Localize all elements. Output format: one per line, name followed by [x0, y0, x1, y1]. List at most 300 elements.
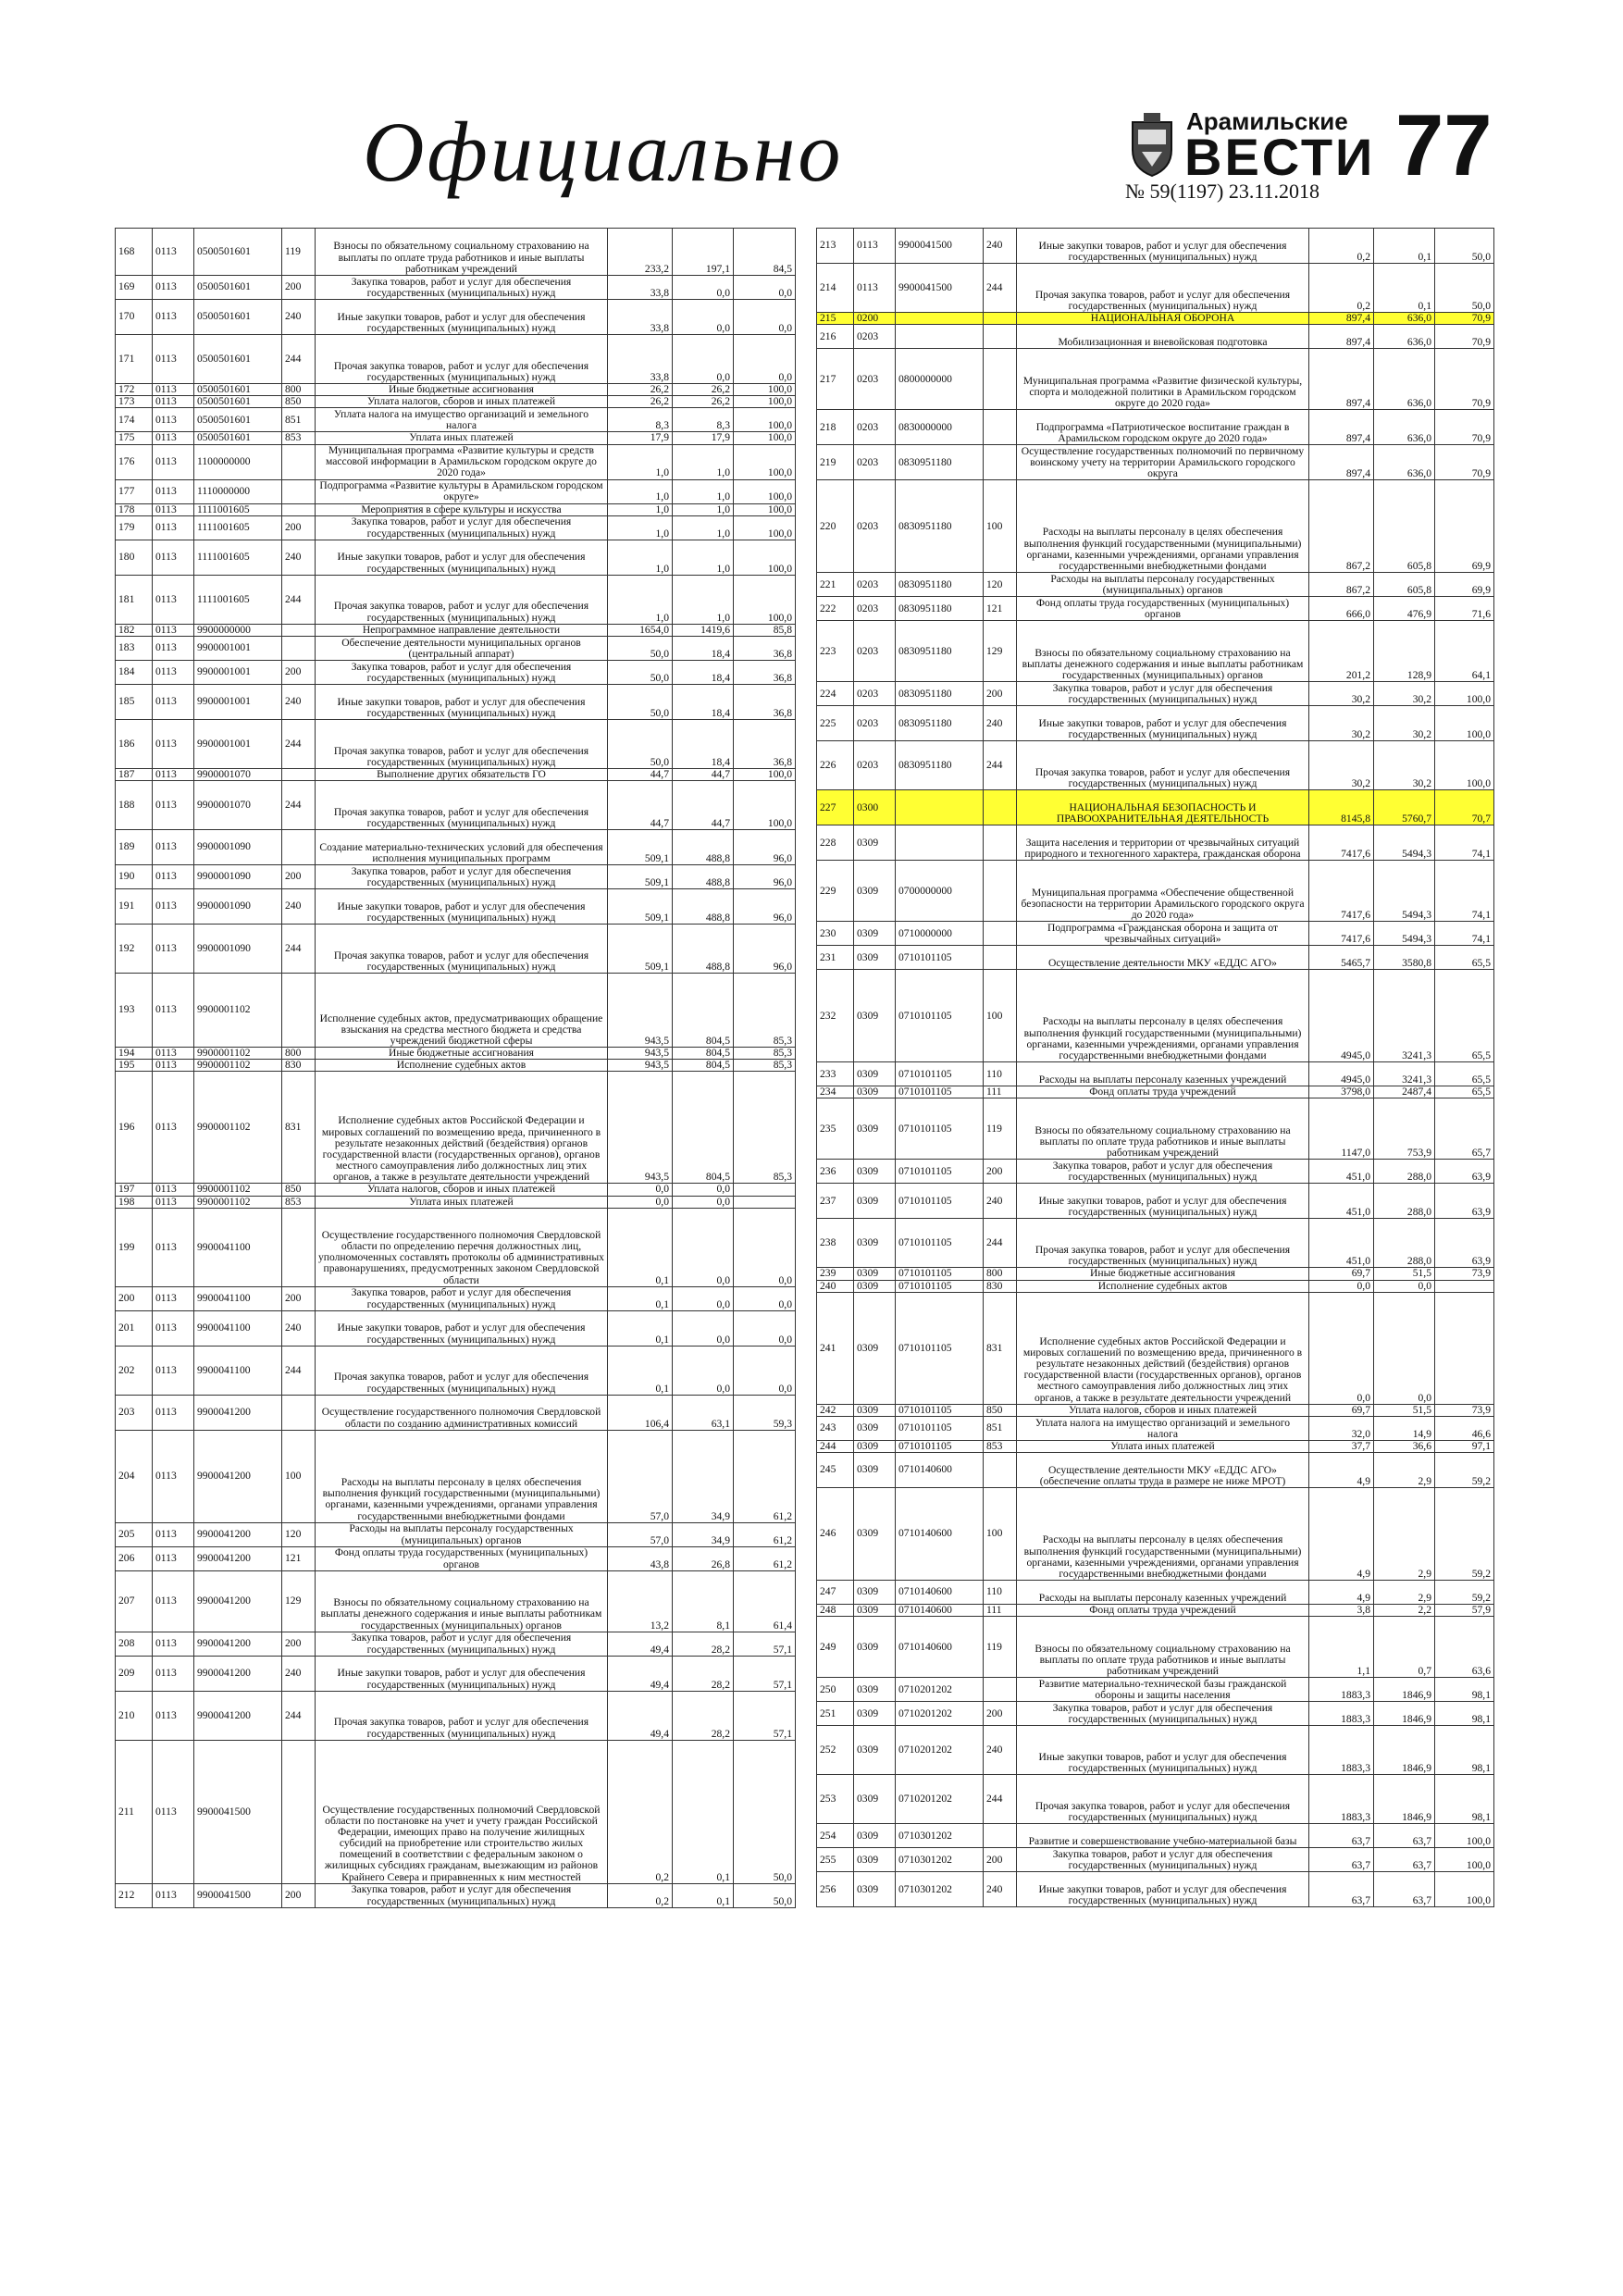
- planned-amount-cell: 26,2: [608, 384, 673, 396]
- actual-amount-cell: 28,2: [673, 1691, 734, 1740]
- row-number-cell: 173: [116, 396, 153, 408]
- actual-amount-cell: 3580,8: [1374, 946, 1435, 970]
- expense-name-cell: Расходы на выплаты персоналу в целях обеспечения выполнения функций государственными (муниципальными) органами, казенными учреждениями, органами управления государственными внебюджетными фондами: [1017, 480, 1309, 573]
- expense-type-code-cell: 244: [984, 1775, 1017, 1824]
- target-article-code-cell: [896, 325, 984, 349]
- expense-type-code-cell: 100: [984, 970, 1017, 1062]
- actual-amount-cell: 128,9: [1374, 621, 1435, 682]
- section-code-cell: 0309: [854, 1268, 896, 1280]
- row-number-cell: 199: [116, 1208, 153, 1286]
- section-code-cell: 0113: [153, 889, 194, 925]
- planned-amount-cell: 0,0: [608, 1196, 673, 1208]
- actual-amount-cell: 26,2: [673, 384, 734, 396]
- row-number-cell: 170: [116, 300, 153, 335]
- table-row: [817, 825, 1494, 861]
- table-row: [116, 1883, 796, 1907]
- target-article-code-cell: 0700000000: [896, 861, 984, 922]
- expense-name-cell: Иные закупки товаров, работ и услуг для обеспечения государственных (муниципальных) нужд: [316, 1656, 608, 1691]
- table-row-highlighted: [817, 313, 1494, 325]
- planned-amount-cell: 0,1: [608, 1310, 673, 1346]
- row-number-cell: 184: [116, 660, 153, 684]
- planned-amount-cell: 1654,0: [608, 624, 673, 636]
- section-code-cell: 0113: [153, 1546, 194, 1570]
- execution-percent-cell: 100,0: [734, 479, 796, 503]
- expense-name-cell: Уплата иных платежей: [316, 1196, 608, 1208]
- planned-amount-cell: 897,4: [1309, 445, 1374, 480]
- expense-name-cell: Уплата налогов, сборов и иных платежей: [316, 396, 608, 408]
- target-article-code-cell: 9900041200: [194, 1546, 282, 1570]
- section-code-cell: 0309: [854, 1416, 896, 1440]
- table-row: [116, 1060, 796, 1072]
- section-code-cell: 0113: [153, 1430, 194, 1522]
- actual-amount-cell: 753,9: [1374, 1098, 1435, 1160]
- execution-percent-cell: [1435, 1280, 1494, 1292]
- execution-percent-cell: 64,1: [1435, 621, 1494, 682]
- target-article-code-cell: 0800000000: [896, 349, 984, 410]
- table-row: [817, 1488, 1494, 1581]
- actual-amount-cell: 8,1: [673, 1570, 734, 1632]
- expense-type-code-cell: 830: [282, 1060, 316, 1072]
- execution-percent-cell: 70,9: [1435, 349, 1494, 410]
- planned-amount-cell: 0,1: [608, 1208, 673, 1286]
- execution-percent-cell: 84,5: [734, 229, 796, 276]
- planned-amount-cell: 30,2: [1309, 741, 1374, 790]
- planned-amount-cell: 451,0: [1309, 1184, 1374, 1219]
- table-row: [116, 1208, 796, 1286]
- row-number-cell: 227: [817, 790, 854, 825]
- section-code-cell: 0309: [854, 1062, 896, 1086]
- actual-amount-cell: 5760,7: [1374, 790, 1435, 825]
- table-row: [817, 1581, 1494, 1605]
- section-code-cell: 0203: [854, 621, 896, 682]
- expense-name-cell: Обеспечение деятельности муниципальных органов (центральный аппарат): [316, 636, 608, 660]
- target-article-code-cell: 0710101105: [896, 1160, 984, 1184]
- expense-type-code-cell: [282, 1208, 316, 1286]
- expense-type-code-cell: 831: [984, 1292, 1017, 1404]
- row-number-cell: 187: [116, 768, 153, 780]
- target-article-code-cell: 9900001090: [194, 830, 282, 865]
- actual-amount-cell: 2,9: [1374, 1581, 1435, 1605]
- section-code-cell: 0309: [854, 1726, 896, 1775]
- target-article-code-cell: 9900041200: [194, 1570, 282, 1632]
- section-code-cell: 0309: [854, 1280, 896, 1292]
- actual-amount-cell: 51,5: [1374, 1268, 1435, 1280]
- target-article-code-cell: 9900000000: [194, 624, 282, 636]
- table-row: [817, 1098, 1494, 1160]
- expense-type-code-cell: 119: [984, 1098, 1017, 1160]
- actual-amount-cell: 30,2: [1374, 741, 1435, 790]
- expense-name-cell: Прочая закупка товаров, работ и услуг для обеспечения государственных (муниципальных) нужд: [316, 335, 608, 384]
- execution-percent-cell: 50,0: [1435, 264, 1494, 313]
- table-row: [116, 1522, 796, 1546]
- section-code-cell: 0113: [153, 1656, 194, 1691]
- table-row: [817, 1184, 1494, 1219]
- target-article-code-cell: 0710201202: [896, 1678, 984, 1702]
- expense-name-cell: Иные закупки товаров, работ и услуг для обеспечения государственных (муниципальных) нужд: [316, 300, 608, 335]
- expense-name-cell: Иные закупки товаров, работ и услуг для обеспечения государственных (муниципальных) нужд: [316, 889, 608, 925]
- row-number-cell: 212: [116, 1883, 153, 1907]
- table-row: [116, 408, 796, 432]
- table-row: [116, 1346, 796, 1395]
- section-code-cell: 0113: [153, 1196, 194, 1208]
- actual-amount-cell: 0,0: [673, 300, 734, 335]
- expense-type-code-cell: 119: [984, 1617, 1017, 1678]
- target-article-code-cell: 0500501601: [194, 408, 282, 432]
- section-code-cell: 0113: [153, 503, 194, 515]
- table-row: [817, 1678, 1494, 1702]
- expense-name-cell: Осуществление государственных полномочий по первичному воинскому учету на территории Арамильского городского округа: [1017, 445, 1309, 480]
- execution-percent-cell: 100,0: [1435, 706, 1494, 741]
- planned-amount-cell: 7417,6: [1309, 922, 1374, 946]
- expense-type-code-cell: 200: [984, 1848, 1017, 1872]
- execution-percent-cell: 100,0: [734, 515, 796, 540]
- actual-amount-cell: 0,0: [673, 1286, 734, 1310]
- expense-name-cell: Уплата налога на имущество организаций и земельного налога: [1017, 1416, 1309, 1440]
- target-article-code-cell: 9900001090: [194, 865, 282, 889]
- section-code-cell: 0113: [153, 384, 194, 396]
- expense-name-cell: Уплата иных платежей: [1017, 1440, 1309, 1452]
- actual-amount-cell: 636,0: [1374, 325, 1435, 349]
- row-number-cell: 206: [116, 1546, 153, 1570]
- actual-amount-cell: 28,2: [673, 1656, 734, 1691]
- expense-type-code-cell: 120: [984, 573, 1017, 597]
- execution-percent-cell: 100,0: [734, 396, 796, 408]
- target-article-code-cell: [896, 825, 984, 861]
- table-row: [817, 410, 1494, 445]
- expense-name-cell: Фонд оплаты труда учреждений: [1017, 1605, 1309, 1617]
- expense-type-code-cell: [984, 1453, 1017, 1488]
- table-row: [817, 741, 1494, 790]
- expense-name-cell: Защита населения и территории от чрезвычайных ситуаций природного и техногенного характера, гражданская оборона: [1017, 825, 1309, 861]
- table-row: [817, 1617, 1494, 1678]
- execution-percent-cell: 100,0: [1435, 1872, 1494, 1907]
- target-article-code-cell: 0710101105: [896, 1416, 984, 1440]
- expense-type-code-cell: 240: [984, 1184, 1017, 1219]
- target-article-code-cell: 1100000000: [194, 444, 282, 479]
- target-article-code-cell: 9900041100: [194, 1208, 282, 1286]
- target-article-code-cell: 9900001001: [194, 684, 282, 719]
- planned-amount-cell: 7417,6: [1309, 825, 1374, 861]
- target-article-code-cell: 9900041200: [194, 1632, 282, 1656]
- target-article-code-cell: 1111001605: [194, 503, 282, 515]
- section-code-cell: 0203: [854, 682, 896, 706]
- section-code-cell: 0113: [153, 276, 194, 300]
- table-row: [817, 349, 1494, 410]
- row-number-cell: 181: [116, 575, 153, 624]
- planned-amount-cell: 50,0: [608, 660, 673, 684]
- actual-amount-cell: 1846,9: [1374, 1726, 1435, 1775]
- table-row: [817, 1605, 1494, 1617]
- target-article-code-cell: 0500501601: [194, 229, 282, 276]
- actual-amount-cell: 804,5: [673, 1060, 734, 1072]
- execution-percent-cell: 70,9: [1435, 410, 1494, 445]
- target-article-code-cell: 9900041200: [194, 1430, 282, 1522]
- expense-type-code-cell: 244: [984, 1219, 1017, 1268]
- execution-percent-cell: 63,9: [1435, 1219, 1494, 1268]
- target-article-code-cell: 0500501601: [194, 432, 282, 444]
- expense-name-cell: Муниципальная программа «Обеспечение общественной безопасности на территории Арамильского городского округа до 2020 года»: [1017, 861, 1309, 922]
- section-code-cell: 0113: [153, 408, 194, 432]
- expense-name-cell: Уплата налога на имущество организаций и земельного налога: [316, 408, 608, 432]
- expense-name-cell: Закупка товаров, работ и услуг для обеспечения государственных (муниципальных) нужд: [1017, 1702, 1309, 1726]
- execution-percent-cell: 61,2: [734, 1430, 796, 1522]
- row-number-cell: 215: [817, 313, 854, 325]
- execution-percent-cell: 65,7: [1435, 1098, 1494, 1160]
- actual-amount-cell: 0,0: [1374, 1280, 1435, 1292]
- target-article-code-cell: 9900041500: [194, 1883, 282, 1907]
- execution-percent-cell: 100,0: [734, 384, 796, 396]
- actual-amount-cell: 0,1: [1374, 264, 1435, 313]
- table-row: [116, 636, 796, 660]
- expense-name-cell: Выполнение других обязательств ГО: [316, 768, 608, 780]
- execution-percent-cell: 0,0: [734, 300, 796, 335]
- planned-amount-cell: 867,2: [1309, 573, 1374, 597]
- target-article-code-cell: 0710301202: [896, 1848, 984, 1872]
- section-code-cell: 0309: [854, 1848, 896, 1872]
- actual-amount-cell: 804,5: [673, 974, 734, 1048]
- target-article-code-cell: 9900041500: [896, 264, 984, 313]
- actual-amount-cell: 63,7: [1374, 1848, 1435, 1872]
- section-code-cell: 0113: [153, 479, 194, 503]
- execution-percent-cell: 100,0: [1435, 741, 1494, 790]
- execution-percent-cell: 96,0: [734, 925, 796, 974]
- actual-amount-cell: 636,0: [1374, 313, 1435, 325]
- expense-name-cell: Закупка товаров, работ и услуг для обеспечения государственных (муниципальных) нужд: [316, 276, 608, 300]
- expense-type-code-cell: [282, 830, 316, 865]
- planned-amount-cell: 49,4: [608, 1691, 673, 1740]
- section-code-cell: 0309: [854, 825, 896, 861]
- target-article-code-cell: 0710201202: [896, 1702, 984, 1726]
- table-row: [817, 480, 1494, 573]
- execution-percent-cell: 100,0: [734, 444, 796, 479]
- row-number-cell: 194: [116, 1048, 153, 1060]
- table-row: [817, 1872, 1494, 1907]
- row-number-cell: 237: [817, 1184, 854, 1219]
- expense-type-code-cell: 240: [282, 300, 316, 335]
- expense-name-cell: Расходы на выплаты персоналу казенных учреждений: [1017, 1581, 1309, 1605]
- expense-name-cell: Расходы на выплаты персоналу в целях обеспечения выполнения функций государственными (муниципальными) органами, казенными учреждениями, органами управления государственными внебюджетными фондами: [316, 1430, 608, 1522]
- section-code-cell: 0113: [153, 768, 194, 780]
- planned-amount-cell: 509,1: [608, 830, 673, 865]
- actual-amount-cell: 636,0: [1374, 410, 1435, 445]
- row-number-cell: 183: [116, 636, 153, 660]
- actual-amount-cell: 8,3: [673, 408, 734, 432]
- actual-amount-cell: 0,1: [673, 1883, 734, 1907]
- target-article-code-cell: 9900001070: [194, 768, 282, 780]
- planned-amount-cell: 0,0: [608, 1184, 673, 1196]
- actual-amount-cell: 1,0: [673, 540, 734, 575]
- expense-type-code-cell: 244: [282, 575, 316, 624]
- row-number-cell: 232: [817, 970, 854, 1062]
- expense-name-cell: Закупка товаров, работ и услуг для обеспечения государственных (муниципальных) нужд: [316, 660, 608, 684]
- section-code-cell: 0113: [153, 575, 194, 624]
- target-article-code-cell: 9900001090: [194, 925, 282, 974]
- table-row: [817, 1404, 1494, 1416]
- expense-name-cell: Иные бюджетные ассигнования: [316, 1048, 608, 1060]
- table-row: [116, 229, 796, 276]
- expense-type-code-cell: 853: [282, 432, 316, 444]
- expense-type-code-cell: 244: [282, 719, 316, 768]
- expense-type-code-cell: 853: [282, 1196, 316, 1208]
- section-code-cell: 0309: [854, 1404, 896, 1416]
- planned-amount-cell: 17,9: [608, 432, 673, 444]
- section-code-cell: 0113: [153, 1072, 194, 1184]
- execution-percent-cell: 70,9: [1435, 325, 1494, 349]
- table-row: [116, 432, 796, 444]
- planned-amount-cell: 63,7: [1309, 1824, 1374, 1848]
- actual-amount-cell: 0,7: [1374, 1617, 1435, 1678]
- target-article-code-cell: 0710101105: [896, 1268, 984, 1280]
- table-row: [817, 1702, 1494, 1726]
- actual-amount-cell: 5494,3: [1374, 825, 1435, 861]
- execution-percent-cell: 100,0: [734, 408, 796, 432]
- execution-percent-cell: 61,2: [734, 1546, 796, 1570]
- expense-type-code-cell: 800: [984, 1268, 1017, 1280]
- planned-amount-cell: 1,0: [608, 515, 673, 540]
- actual-amount-cell: 488,8: [673, 889, 734, 925]
- planned-amount-cell: 1883,3: [1309, 1678, 1374, 1702]
- actual-amount-cell: 1,0: [673, 575, 734, 624]
- issue-number: № 59(1197) 23.11.2018: [1125, 180, 1320, 203]
- execution-percent-cell: 59,2: [1435, 1488, 1494, 1581]
- expense-type-code-cell: 244: [282, 1346, 316, 1395]
- expense-name-cell: Прочая закупка товаров, работ и услуг для обеспечения государственных (муниципальных) нужд: [1017, 264, 1309, 313]
- expense-name-cell: Закупка товаров, работ и услуг для обеспечения государственных (муниципальных) нужд: [1017, 1160, 1309, 1184]
- execution-percent-cell: 100,0: [734, 503, 796, 515]
- table-row: [116, 444, 796, 479]
- expense-name-cell: Муниципальная программа «Развитие культуры и средств массовой информации в Арамильском городском округе до 2020 года»: [316, 444, 608, 479]
- execution-percent-cell: 65,5: [1435, 1062, 1494, 1086]
- table-row: [116, 1430, 796, 1522]
- row-number-cell: 246: [817, 1488, 854, 1581]
- table-row: [116, 925, 796, 974]
- expense-type-code-cell: [282, 624, 316, 636]
- execution-percent-cell: 50,0: [1435, 229, 1494, 264]
- execution-percent-cell: 59,2: [1435, 1453, 1494, 1488]
- section-code-cell: 0113: [153, 684, 194, 719]
- section-code-cell: 0309: [854, 1605, 896, 1617]
- expense-type-code-cell: 121: [984, 597, 1017, 621]
- section-code-cell: 0309: [854, 946, 896, 970]
- row-number-cell: 233: [817, 1062, 854, 1086]
- planned-amount-cell: 8,3: [608, 408, 673, 432]
- planned-amount-cell: 1,0: [608, 540, 673, 575]
- expense-type-code-cell: [984, 325, 1017, 349]
- table-row: [817, 861, 1494, 922]
- table-row: [116, 1310, 796, 1346]
- row-number-cell: 196: [116, 1072, 153, 1184]
- target-article-code-cell: 0710140600: [896, 1488, 984, 1581]
- section-code-cell: 0309: [854, 861, 896, 922]
- actual-amount-cell: 30,2: [1374, 706, 1435, 741]
- row-number-cell: 231: [817, 946, 854, 970]
- row-number-cell: 169: [116, 276, 153, 300]
- row-number-cell: 214: [817, 264, 854, 313]
- section-code-cell: 0113: [153, 1395, 194, 1430]
- expense-type-code-cell: [984, 410, 1017, 445]
- table-row: [116, 1546, 796, 1570]
- target-article-code-cell: 9900041100: [194, 1346, 282, 1395]
- table-row: [817, 445, 1494, 480]
- expense-type-code-cell: 240: [984, 229, 1017, 264]
- actual-amount-cell: 1,0: [673, 479, 734, 503]
- section-title: Официально: [363, 105, 844, 199]
- section-code-cell: 0113: [153, 1310, 194, 1346]
- target-article-code-cell: 1110000000: [194, 479, 282, 503]
- section-code-cell: 0203: [854, 445, 896, 480]
- expense-type-code-cell: 120: [282, 1522, 316, 1546]
- row-number-cell: 255: [817, 1848, 854, 1872]
- execution-percent-cell: 70,7: [1435, 790, 1494, 825]
- row-number-cell: 253: [817, 1775, 854, 1824]
- target-article-code-cell: 0710201202: [896, 1775, 984, 1824]
- execution-percent-cell: 65,5: [1435, 1086, 1494, 1098]
- row-number-cell: 178: [116, 503, 153, 515]
- expense-type-code-cell: 851: [984, 1416, 1017, 1440]
- section-code-cell: 0113: [153, 300, 194, 335]
- row-number-cell: 203: [116, 1395, 153, 1430]
- actual-amount-cell: 3241,3: [1374, 1062, 1435, 1086]
- planned-amount-cell: 1883,3: [1309, 1775, 1374, 1824]
- planned-amount-cell: 4,9: [1309, 1581, 1374, 1605]
- section-code-cell: 0309: [854, 970, 896, 1062]
- expense-type-code-cell: 240: [984, 1726, 1017, 1775]
- budget-table-right: [816, 228, 1494, 1907]
- table-row: [116, 684, 796, 719]
- actual-amount-cell: 30,2: [1374, 682, 1435, 706]
- expense-type-code-cell: 850: [984, 1404, 1017, 1416]
- expense-type-code-cell: [282, 636, 316, 660]
- row-number-cell: 205: [116, 1522, 153, 1546]
- expense-name-cell: Закупка товаров, работ и услуг для обеспечения государственных (муниципальных) нужд: [1017, 1848, 1309, 1872]
- actual-amount-cell: 0,0: [673, 1346, 734, 1395]
- planned-amount-cell: 943,5: [608, 1048, 673, 1060]
- row-number-cell: 250: [817, 1678, 854, 1702]
- expense-type-code-cell: 244: [282, 1691, 316, 1740]
- section-code-cell: 0113: [153, 1691, 194, 1740]
- execution-percent-cell: 100,0: [734, 575, 796, 624]
- section-code-cell: 0309: [854, 1775, 896, 1824]
- table-row: [817, 682, 1494, 706]
- table-row: [116, 1286, 796, 1310]
- execution-percent-cell: 100,0: [1435, 682, 1494, 706]
- execution-percent-cell: 97,1: [1435, 1440, 1494, 1452]
- target-article-code-cell: 0710140600: [896, 1453, 984, 1488]
- row-number-cell: 234: [817, 1086, 854, 1098]
- actual-amount-cell: 0,0: [673, 276, 734, 300]
- row-number-cell: 222: [817, 597, 854, 621]
- table-row: [116, 660, 796, 684]
- table-row: [817, 1726, 1494, 1775]
- actual-amount-cell: 605,8: [1374, 573, 1435, 597]
- target-article-code-cell: 0710301202: [896, 1872, 984, 1907]
- table-row: [817, 621, 1494, 682]
- expense-type-code-cell: 119: [282, 229, 316, 276]
- execution-percent-cell: 100,0: [1435, 1848, 1494, 1872]
- target-article-code-cell: 0710101105: [896, 1184, 984, 1219]
- expense-name-cell: Мобилизационная и вневойсковая подготовка: [1017, 325, 1309, 349]
- expense-name-cell: Подпрограмма «Патриотическое воспитание граждан в Арамильском городском округе до 2020 года»: [1017, 410, 1309, 445]
- expense-name-cell: Фонд оплаты труда государственных (муниципальных) органов: [1017, 597, 1309, 621]
- planned-amount-cell: 451,0: [1309, 1160, 1374, 1184]
- target-article-code-cell: 0710101105: [896, 1062, 984, 1086]
- planned-amount-cell: 509,1: [608, 889, 673, 925]
- expense-type-code-cell: 240: [282, 1310, 316, 1346]
- section-code-cell: 0113: [854, 229, 896, 264]
- row-number-cell: 209: [116, 1656, 153, 1691]
- planned-amount-cell: 106,4: [608, 1395, 673, 1430]
- expense-name-cell: Взносы по обязательному социальному страхованию на выплаты по оплате труда работников и иные выплаты работникам учреждений: [1017, 1098, 1309, 1160]
